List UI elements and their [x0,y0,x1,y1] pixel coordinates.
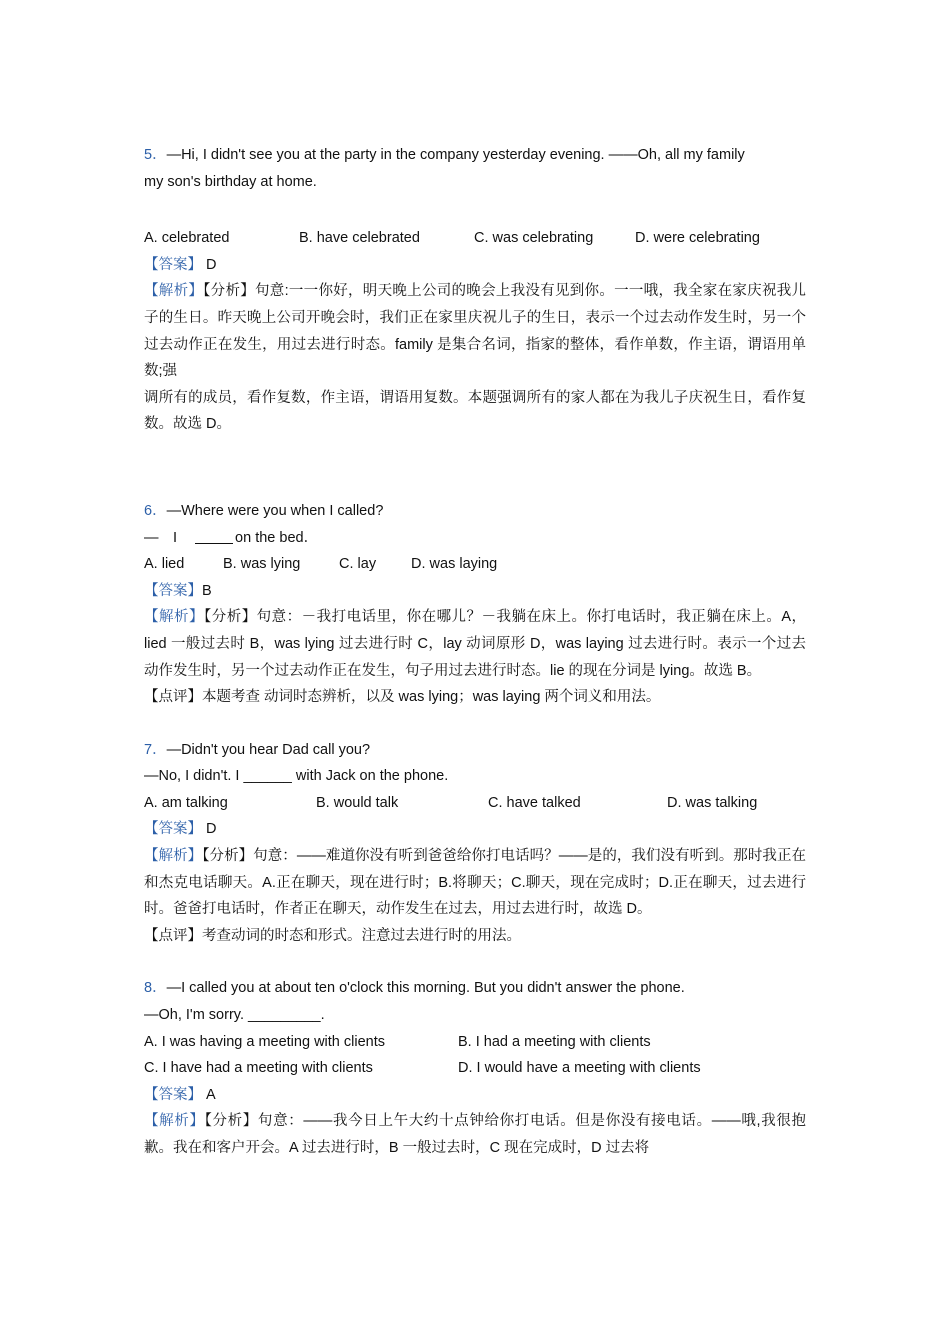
option-d[interactable]: D. was laying [411,556,498,573]
analysis-tag: 【解析】 [144,609,204,626]
comment: 【点评】考查动词的时态和形式。注意过去进行时的用法。 [144,927,521,944]
analysis: 【解析】【分析】句意：——难道你没有听到爸爸给你打电话吗？——是的，我们没有听到。那时我正在和杰克电话聊天。A.正在聊天，现在进行时；B.将聊天；C.聊天，现在完成时；D.正在聊天，过去进行时。爸爸打电话时，作者正在聊天，动作发生在过去，用过去进行时，故选 D。 [144,848,807,918]
option-d[interactable]: D. was talking [667,794,758,811]
analysis-tag: 【解析】 [144,283,204,300]
question-stem-cont: — I on the bed． [144,529,319,546]
comment: 【点评】本题考查 动词时态辨析，以及 was lying；was laying 两个词义和用法。 [144,689,661,706]
option-b[interactable]: B. would talk [316,794,399,811]
options-row [144,1055,806,1082]
answer-value: B [202,582,212,599]
question-stem: 7．—Didn't you hear Dad call you? [144,741,371,758]
option-c[interactable]: C. lay [339,556,377,573]
question-number: 8． [144,980,167,997]
question-stem: 8．—I called you at about ten o'clock this morning. But you didn't answer the phone. [144,980,685,997]
analysis: 【解析】【分析】句意:一一你好，明天晚上公司的晚会上我没有见到你。一一哦，我全家在家庆祝我儿子的生日。昨天晚上公司开晚会时，我们正在家里庆祝儿子的生日，表示一个过去动作发生时，另一个过去动作正在发生，用过去进行时态。family 是集合名词，指家的整体，看作单数，作主语，谓语用单数;强 [144,283,807,380]
analysis: 【解析】【分析】句意：－我打电话里，你在哪儿？－我躺在床上。你打电话时，我正躺在床上。A，lied 一般过去时 B，was lying 过去进行时 C，lay 动词原形 D，was laying 过去进行时。表示一个过去动作发生时，另一个过去动作正在发生，句子用过去进行时态。lie 的现在分词是 lying。故选 B。 [144,609,807,679]
options-row [144,1029,806,1056]
option-a[interactable]: A. am talking [144,794,228,811]
option-c[interactable]: C. have talked [488,794,581,811]
options-row [144,551,806,578]
answer-line [144,1082,806,1109]
question-8 [144,975,806,1161]
analysis-tag: 【解析】 [144,848,203,865]
question-stem: 5．—Hi, I didn't see you at the party in the company yesterday evening. ——Oh, all my family [144,147,745,163]
question-stem-cont: —Oh, I'm sorry. _________. [144,1007,325,1024]
options-row [144,790,806,817]
question-5 [144,142,806,438]
analysis-tag: 【解析】 [144,1113,205,1130]
answer-value: D [206,821,217,838]
answer-tag: 【答案】 [144,1086,202,1103]
option-a[interactable]: A. celebrated [144,230,230,247]
answer-value: A [206,1086,216,1103]
option-b[interactable]: B. I had a meeting with clients [458,1033,651,1050]
answer-blank[interactable] [195,529,233,544]
option-b[interactable]: B. have celebrated [299,230,420,247]
question-stem-cont: —No, I didn't. I ______ with Jack on the phone. [144,768,449,785]
analysis-cont: 调所有的成员，看作复数，作主语，谓语用复数。本题强调所有的家人都在为我儿子庆祝生日，看作复数。故选 D。 [144,389,806,433]
analysis: 【解析】【分析】句意：——我今日上午大约十点钟给你打电话。但是你没有接电话。——哦,我很抱歉。我在和客户开会。A 过去进行时，B 一般过去时，C 现在完成时，D 过去将 [144,1113,806,1156]
question-number: 5． [144,147,167,163]
answer-tag: 【答案】 [144,821,202,838]
question-7 [144,737,806,950]
question-stem: 6．—Where were you when I called? [144,502,384,519]
option-d[interactable]: D. I would have a meeting with clients [458,1060,701,1077]
question-6 [144,498,806,711]
answer-line [144,578,806,605]
option-c[interactable]: C. was celebrating [474,230,594,247]
question-stem-cont: my son's birthday at home. [144,173,317,190]
option-a[interactable]: A. I was having a meeting with clients [144,1033,385,1050]
answer-tag: 【答案】 [144,582,202,599]
option-a[interactable]: A. lied [144,556,185,573]
answer-line [144,816,806,843]
option-b[interactable]: B. was lying [223,556,301,573]
answer-value: D [206,256,217,273]
options-row [144,225,806,252]
answer-tag: 【答案】 [144,256,202,273]
question-number: 7． [144,741,167,758]
document-page [144,142,806,1162]
question-number: 6． [144,502,167,519]
answer-line [144,252,806,279]
option-d[interactable]: D. were celebrating [635,230,760,247]
option-c[interactable]: C. I have had a meeting with clients [144,1060,373,1077]
